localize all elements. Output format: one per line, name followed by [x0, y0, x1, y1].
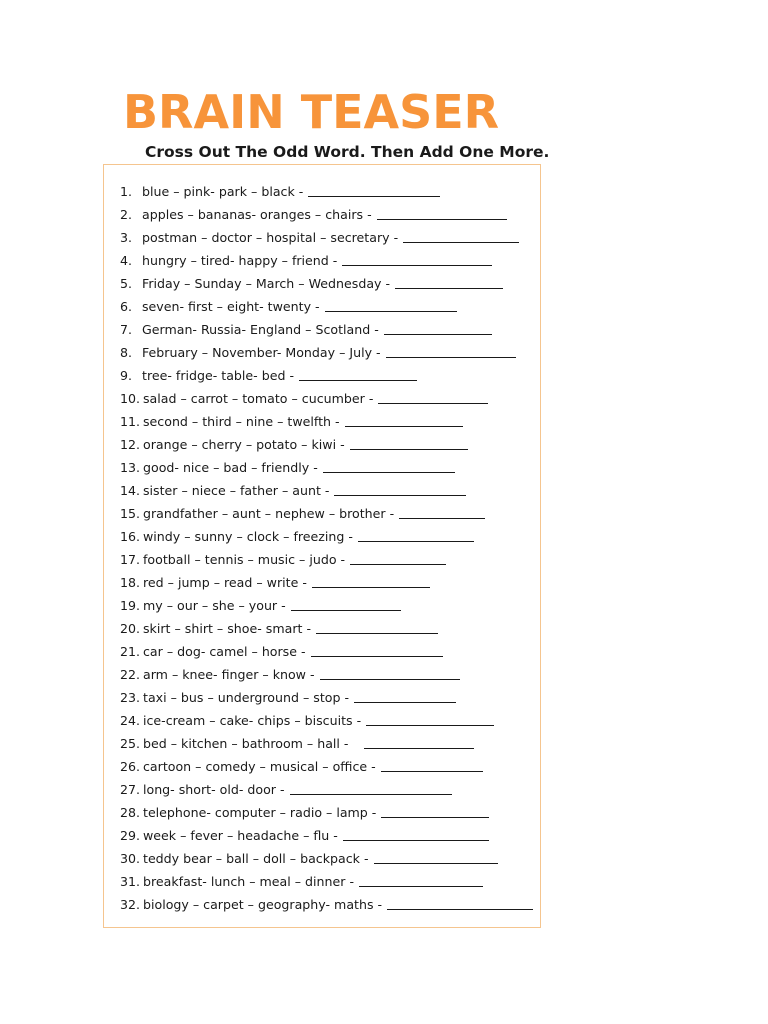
exercise-item — [120, 364, 533, 387]
item-words: sister – niece – father – aunt - — [143, 483, 330, 498]
exercise-item — [120, 893, 533, 916]
exercise-item — [120, 295, 533, 318]
exercise-item — [120, 502, 533, 525]
item-words: taxi – bus – underground – stop - — [143, 690, 350, 705]
item-number: 14. — [120, 483, 141, 498]
exercise-item — [120, 272, 533, 295]
item-words: skirt – shirt – shoe- smart - — [143, 621, 311, 636]
item-number: 29. — [120, 828, 141, 843]
item-words: February – November- Monday – July - — [142, 345, 381, 360]
item-number: 9. — [120, 368, 133, 383]
answer-line[interactable] — [342, 265, 492, 266]
exercise-item — [120, 203, 533, 226]
item-words: breakfast- lunch – meal – dinner - — [143, 874, 354, 889]
item-number: 24. — [120, 713, 141, 728]
exercise-item — [120, 226, 533, 249]
item-words: good- nice – bad – friendly - — [143, 460, 318, 475]
exercise-item — [120, 525, 533, 548]
answer-line[interactable] — [350, 564, 446, 565]
answer-line[interactable] — [381, 771, 483, 772]
item-words: blue – pink- park – black - — [142, 184, 304, 199]
answer-line[interactable] — [358, 541, 474, 542]
item-words: windy – sunny – clock – freezing - — [143, 529, 353, 544]
exercise-item — [120, 318, 533, 341]
answer-line[interactable] — [290, 794, 452, 795]
item-number: 22. — [120, 667, 141, 682]
exercise-item — [120, 387, 533, 410]
exercise-item — [120, 548, 533, 571]
item-number: 12. — [120, 437, 141, 452]
item-number: 20. — [120, 621, 141, 636]
answer-line[interactable] — [399, 518, 485, 519]
item-number: 3. — [120, 230, 133, 245]
item-words: bed – kitchen – bathroom – hall - — [143, 736, 349, 751]
item-words: tree- fridge- table- bed - — [142, 368, 295, 383]
answer-line[interactable] — [387, 909, 533, 910]
item-words: ice-cream – cake- chips – biscuits - — [143, 713, 362, 728]
exercise-item — [120, 433, 533, 456]
exercise-list — [120, 180, 533, 916]
item-words: hungry – tired- happy – friend - — [142, 253, 338, 268]
item-number: 2. — [120, 207, 133, 222]
item-words: salad – carrot – tomato – cucumber - — [143, 391, 374, 406]
exercise-item — [120, 824, 533, 847]
item-number: 15. — [120, 506, 141, 521]
item-words: cartoon – comedy – musical – office - — [143, 759, 376, 774]
item-number: 1. — [120, 184, 133, 199]
answer-line[interactable] — [350, 449, 468, 450]
item-number: 17. — [120, 552, 141, 567]
worksheet-title: BRAIN TEASER — [123, 85, 500, 139]
item-words: Friday – Sunday – March – Wednesday - — [142, 276, 391, 291]
item-number: 21. — [120, 644, 141, 659]
item-words: apples – bananas- oranges – chairs - — [142, 207, 372, 222]
answer-line[interactable] — [325, 311, 457, 312]
exercise-item — [120, 479, 533, 502]
item-number: 19. — [120, 598, 141, 613]
item-number: 30. — [120, 851, 141, 866]
item-words: arm – knee- finger – know - — [143, 667, 315, 682]
answer-line[interactable] — [312, 587, 430, 588]
item-number: 13. — [120, 460, 141, 475]
item-number: 28. — [120, 805, 141, 820]
item-words: biology – carpet – geography- maths - — [143, 897, 383, 912]
exercise-item — [120, 456, 533, 479]
item-number: 8. — [120, 345, 133, 360]
item-number: 27. — [120, 782, 141, 797]
answer-line[interactable] — [334, 495, 466, 496]
item-words: long- short- old- door - — [143, 782, 285, 797]
item-words: seven- first – eight- twenty - — [142, 299, 320, 314]
answer-line[interactable] — [316, 633, 438, 634]
item-number: 6. — [120, 299, 133, 314]
answer-line[interactable] — [384, 334, 492, 335]
item-words: orange – cherry – potato – kiwi - — [143, 437, 345, 452]
exercise-item — [120, 732, 533, 755]
answer-line[interactable] — [364, 748, 474, 749]
item-number: 26. — [120, 759, 141, 774]
item-words: football – tennis – music – judo - — [143, 552, 346, 567]
answer-line[interactable] — [381, 817, 489, 818]
item-number: 10. — [120, 391, 141, 406]
answer-line[interactable] — [343, 840, 489, 841]
answer-line[interactable] — [299, 380, 417, 381]
answer-line[interactable] — [308, 196, 440, 197]
item-words: red – jump – read – write - — [143, 575, 307, 590]
worksheet-instructions: Cross Out The Odd Word. Then Add One More. — [145, 143, 550, 161]
exercise-item — [120, 341, 533, 364]
item-words: teddy bear – ball – doll – backpack - — [143, 851, 369, 866]
item-number: 18. — [120, 575, 141, 590]
item-number: 31. — [120, 874, 141, 889]
item-words: my – our – she – your - — [143, 598, 286, 613]
answer-line[interactable] — [345, 426, 463, 427]
exercise-item — [120, 778, 533, 801]
answer-line[interactable] — [377, 219, 507, 220]
answer-line[interactable] — [403, 242, 519, 243]
answer-line[interactable] — [311, 656, 443, 657]
exercise-item — [120, 870, 533, 893]
exercise-item — [120, 663, 533, 686]
item-number: 4. — [120, 253, 133, 268]
answer-line[interactable] — [395, 288, 503, 289]
exercise-item — [120, 594, 533, 617]
exercise-item — [120, 180, 533, 203]
exercise-item — [120, 249, 533, 272]
answer-line[interactable] — [366, 725, 494, 726]
item-number: 25. — [120, 736, 141, 751]
item-number: 23. — [120, 690, 141, 705]
exercise-item — [120, 686, 533, 709]
answer-line[interactable] — [354, 702, 456, 703]
item-words: telephone- computer – radio – lamp - — [143, 805, 377, 820]
exercise-item — [120, 640, 533, 663]
answer-line[interactable] — [359, 886, 483, 887]
item-words: week – fever – headache – flu - — [143, 828, 338, 843]
item-number: 32. — [120, 897, 141, 912]
answer-line[interactable] — [320, 679, 460, 680]
item-number: 16. — [120, 529, 141, 544]
item-number: 5. — [120, 276, 133, 291]
answer-line[interactable] — [386, 357, 516, 358]
item-words: German- Russia- England – Scotland - — [142, 322, 379, 337]
item-words: grandfather – aunt – nephew – brother - — [143, 506, 395, 521]
answer-line[interactable] — [291, 610, 401, 611]
answer-line[interactable] — [323, 472, 455, 473]
answer-line[interactable] — [374, 863, 498, 864]
exercise-item — [120, 755, 533, 778]
exercise-item — [120, 410, 533, 433]
item-number: 11. — [120, 414, 141, 429]
answer-line[interactable] — [378, 403, 488, 404]
exercise-item — [120, 571, 533, 594]
exercise-item — [120, 801, 533, 824]
exercise-item — [120, 847, 533, 870]
exercise-item — [120, 709, 533, 732]
item-words: car – dog- camel – horse - — [143, 644, 306, 659]
item-words: second – third – nine – twelfth - — [143, 414, 340, 429]
exercise-item — [120, 617, 533, 640]
item-number: 7. — [120, 322, 133, 337]
item-words: postman – doctor – hospital – secretary - — [142, 230, 399, 245]
